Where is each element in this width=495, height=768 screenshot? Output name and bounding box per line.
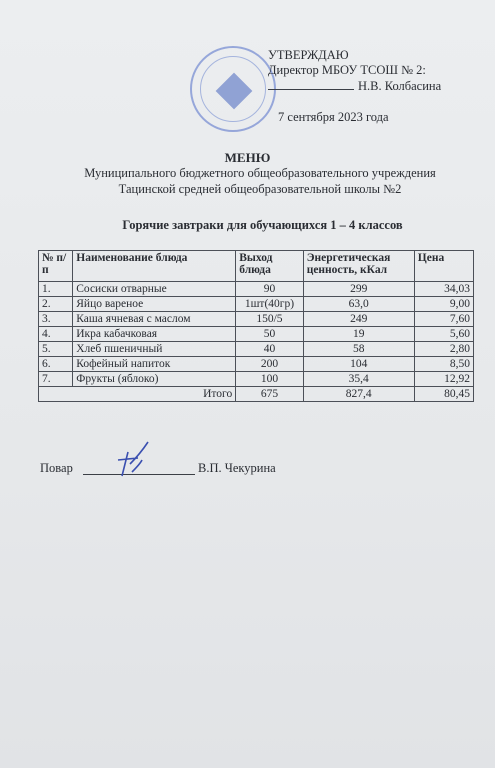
row-price: 8,50 <box>414 357 473 372</box>
approval-signer: Н.В. Колбасина <box>358 79 442 93</box>
table-row <box>39 312 474 327</box>
row-energy: 19 <box>303 327 414 342</box>
row-price: 9,00 <box>414 297 473 312</box>
row-output: 40 <box>236 342 303 357</box>
approval-signer-row <box>268 79 441 94</box>
total-label: Итого <box>39 387 236 402</box>
approval-date: 7 сентября 2023 года <box>278 110 389 124</box>
row-output: 150/5 <box>236 312 303 327</box>
row-num: 5. <box>39 342 73 357</box>
row-num: 7. <box>39 372 73 387</box>
header-num: № п/п <box>39 251 73 282</box>
row-price: 7,60 <box>414 312 473 327</box>
table-row <box>39 297 474 312</box>
row-name: Каша ячневая с маслом <box>73 312 236 327</box>
row-name: Сосиски отварные <box>73 282 236 297</box>
header-energy: Энергетическая ценность, кКал <box>303 251 414 282</box>
approval-heading: УТВЕРЖДАЮ <box>268 48 349 62</box>
header-price: Цена <box>414 251 473 282</box>
total-energy: 827,4 <box>303 387 414 402</box>
row-energy: 35,4 <box>303 372 414 387</box>
table-row <box>39 372 474 387</box>
row-num: 3. <box>39 312 73 327</box>
row-output: 50 <box>236 327 303 342</box>
row-name: Кофейный напиток <box>73 357 236 372</box>
row-energy: 58 <box>303 342 414 357</box>
row-price: 34,03 <box>414 282 473 297</box>
total-row <box>39 387 474 402</box>
row-name: Икра кабачковая <box>73 327 236 342</box>
row-energy: 63,0 <box>303 297 414 312</box>
row-energy: 249 <box>303 312 414 327</box>
row-energy: 104 <box>303 357 414 372</box>
row-num: 1. <box>39 282 73 297</box>
institution-line-1: Муниципального бюджетного общеобразовательного учреждения <box>84 166 436 180</box>
signature-line <box>268 89 354 90</box>
row-output: 100 <box>236 372 303 387</box>
official-stamp <box>190 46 276 132</box>
row-num: 2. <box>39 297 73 312</box>
header-name: Наименование блюда <box>73 251 236 282</box>
cook-name: В.П. Чекурина <box>198 461 276 475</box>
row-price: 2,80 <box>414 342 473 357</box>
row-name: Хлеб пшеничный <box>73 342 236 357</box>
institution-line-2: Тацинской средней общеобразовательной школы №2 <box>118 182 402 196</box>
row-energy: 299 <box>303 282 414 297</box>
table-row <box>39 282 474 297</box>
table-header-row <box>39 251 474 282</box>
cook-label: Повар <box>40 461 73 475</box>
row-name: Фрукты (яблоко) <box>73 372 236 387</box>
row-price: 12,92 <box>414 372 473 387</box>
row-output: 200 <box>236 357 303 372</box>
stamp-emblem-icon <box>216 73 253 110</box>
table-row <box>39 327 474 342</box>
row-price: 5,60 <box>414 327 473 342</box>
table-row <box>39 342 474 357</box>
document-title: МЕНЮ <box>224 150 271 165</box>
table-row <box>39 357 474 372</box>
handwritten-signature <box>108 438 156 482</box>
total-output: 675 <box>236 387 303 402</box>
menu-table <box>38 250 474 402</box>
row-num: 4. <box>39 327 73 342</box>
row-name: Яйцо вареное <box>73 297 236 312</box>
row-num: 6. <box>39 357 73 372</box>
header-output: Выход блюда <box>236 251 303 282</box>
row-output: 90 <box>236 282 303 297</box>
approval-position: Директор МБОУ ТСОШ № 2: <box>268 63 426 77</box>
menu-heading: Горячие завтраки для обучающихся 1 – 4 классов <box>122 218 403 232</box>
row-output: 1шт(40гр) <box>236 297 303 312</box>
total-price: 80,45 <box>414 387 473 402</box>
